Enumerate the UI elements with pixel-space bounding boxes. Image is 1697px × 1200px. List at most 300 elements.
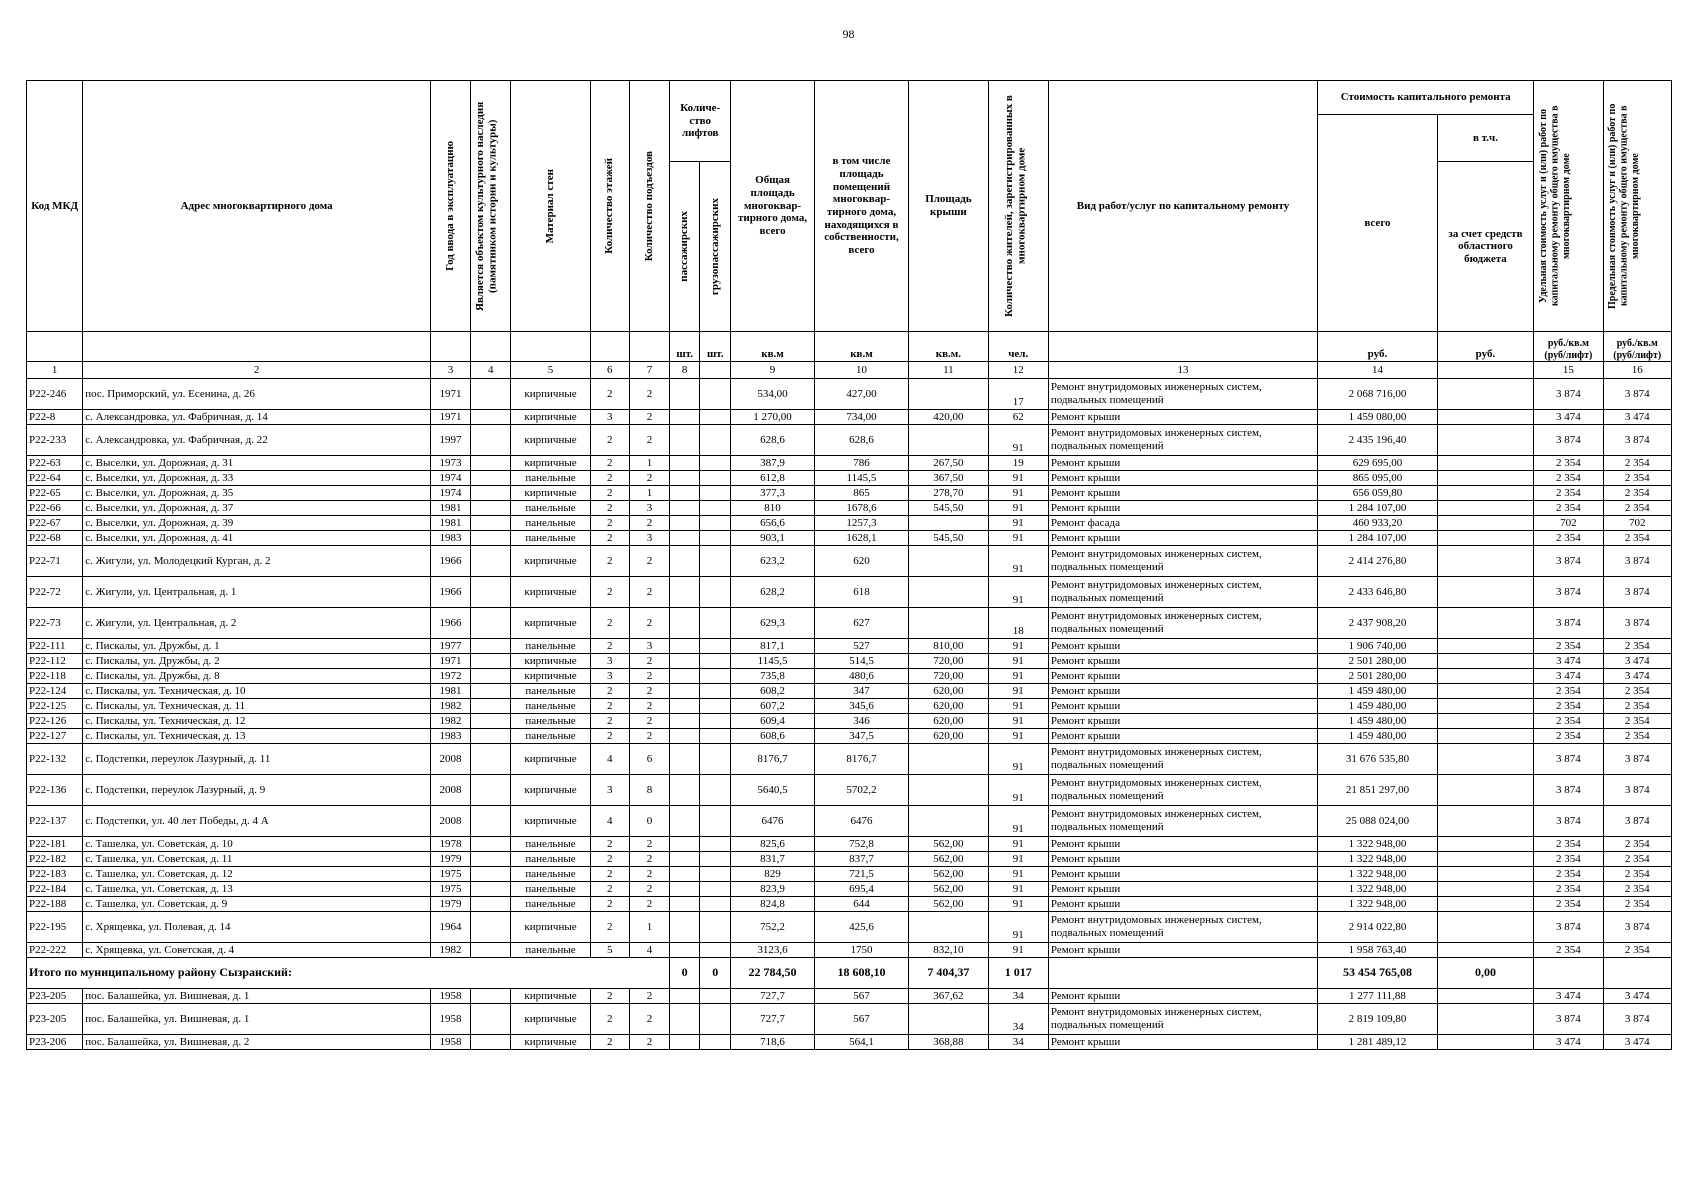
row-cost: 1 322 948,00	[1318, 882, 1438, 897]
row-roof-area: 267,50	[909, 456, 988, 471]
row-regional	[1437, 456, 1533, 471]
row-max-cost: 2 354	[1603, 456, 1671, 471]
row-lifts-pass	[670, 852, 700, 867]
row-total-area: 1 270,00	[731, 410, 814, 425]
row-max-cost: 3 474	[1603, 410, 1671, 425]
row-lifts-cargo	[700, 471, 731, 486]
row-regional	[1437, 943, 1533, 958]
row-code: Р22-182	[27, 852, 83, 867]
row-heritage	[471, 379, 511, 410]
row-heritage	[471, 882, 511, 897]
row-unit-cost: 2 354	[1534, 684, 1603, 699]
row-work-type: Ремонт внутридомовых инженерных систем, подвальных помещений	[1048, 608, 1317, 639]
row-walls: панельные	[511, 639, 590, 654]
row-lifts-cargo	[700, 867, 731, 882]
row-floors: 5	[590, 943, 629, 958]
row-cost: 1 322 948,00	[1318, 837, 1438, 852]
row-floors: 2	[590, 501, 629, 516]
row-heritage	[471, 897, 511, 912]
row-unit-cost: 2 354	[1534, 501, 1603, 516]
row-address: с. Выселки, ул. Дорожная, д. 31	[83, 456, 431, 471]
row-max-cost: 3 474	[1603, 1035, 1671, 1050]
row-entrances: 2	[629, 425, 669, 456]
row-residents: 91	[988, 729, 1048, 744]
row-roof-area: 420,00	[909, 410, 988, 425]
row-year: 1975	[430, 867, 470, 882]
row-floors: 2	[590, 684, 629, 699]
row-owned-area: 567	[814, 989, 908, 1004]
row-year: 1977	[430, 639, 470, 654]
row-code: Р22-183	[27, 867, 83, 882]
row-address: с. Жигули, ул. Центральная, д. 2	[83, 608, 431, 639]
column-numbers-row	[27, 362, 1672, 379]
row-heritage	[471, 669, 511, 684]
row-roof-area	[909, 516, 988, 531]
row-residents: 91	[988, 516, 1048, 531]
row-floors: 2	[590, 608, 629, 639]
table-row	[27, 852, 1672, 867]
row-owned-area: 6476	[814, 806, 908, 837]
row-unit-cost: 3 874	[1534, 744, 1603, 775]
row-residents: 17	[988, 379, 1048, 410]
row-lifts-cargo	[700, 837, 731, 852]
col-number: 15	[1534, 362, 1603, 379]
row-entrances: 0	[629, 806, 669, 837]
row-roof-area	[909, 577, 988, 608]
row-floors: 3	[590, 669, 629, 684]
header-residents: Количество жителей, зарегистрированных в многоквартирном доме	[988, 81, 1048, 332]
row-code: Р22-126	[27, 714, 83, 729]
row-roof-area: 278,70	[909, 486, 988, 501]
row-entrances: 2	[629, 897, 669, 912]
table-row	[27, 471, 1672, 486]
row-lifts-cargo	[700, 1004, 731, 1035]
row-total-area: 727,7	[731, 989, 814, 1004]
row-max-cost: 3 874	[1603, 775, 1671, 806]
row-work-type: Ремонт крыши	[1048, 456, 1317, 471]
total-regional: 0,00	[1437, 958, 1533, 989]
table-header	[27, 81, 1672, 379]
row-cost: 1 284 107,00	[1318, 501, 1438, 516]
row-floors: 2	[590, 714, 629, 729]
row-work-type: Ремонт крыши	[1048, 714, 1317, 729]
row-lifts-cargo	[700, 897, 731, 912]
row-lifts-cargo	[700, 425, 731, 456]
header-roof-area: Площадь крыши	[909, 81, 988, 332]
row-walls: панельные	[511, 729, 590, 744]
table-row	[27, 639, 1672, 654]
row-residents: 91	[988, 943, 1048, 958]
row-entrances: 2	[629, 410, 669, 425]
col-number: 6	[590, 362, 629, 379]
table-row	[27, 775, 1672, 806]
row-lifts-pass	[670, 425, 700, 456]
col-number: 11	[909, 362, 988, 379]
row-entrances: 2	[629, 546, 669, 577]
row-owned-area: 644	[814, 897, 908, 912]
row-floors: 3	[590, 775, 629, 806]
row-work-type: Ремонт внутридомовых инженерных систем, подвальных помещений	[1048, 1004, 1317, 1035]
row-unit-cost: 2 354	[1534, 699, 1603, 714]
row-year: 1966	[430, 608, 470, 639]
header-cost-regional: за счет средств областного бюджета	[1437, 162, 1533, 332]
row-roof-area: 562,00	[909, 897, 988, 912]
row-regional	[1437, 669, 1533, 684]
row-address: с. Пискалы, ул. Дружбы, д. 1	[83, 639, 431, 654]
row-cost: 656 059,80	[1318, 486, 1438, 501]
row-lifts-pass	[670, 410, 700, 425]
row-lifts-pass	[670, 806, 700, 837]
row-address: с. Выселки, ул. Дорожная, д. 37	[83, 501, 431, 516]
row-owned-area: 734,00	[814, 410, 908, 425]
row-work-type: Ремонт внутридомовых инженерных систем, подвальных помещений	[1048, 425, 1317, 456]
row-total-area: 628,6	[731, 425, 814, 456]
row-lifts-pass	[670, 775, 700, 806]
row-lifts-cargo	[700, 577, 731, 608]
row-floors: 2	[590, 729, 629, 744]
row-floors: 2	[590, 516, 629, 531]
row-total-area: 623,2	[731, 546, 814, 577]
row-code: Р22-63	[27, 456, 83, 471]
row-code: Р22-73	[27, 608, 83, 639]
row-year: 1982	[430, 714, 470, 729]
row-owned-area: 347,5	[814, 729, 908, 744]
row-total-area: 903,1	[731, 531, 814, 546]
row-work-type: Ремонт крыши	[1048, 471, 1317, 486]
row-year: 1981	[430, 684, 470, 699]
row-floors: 2	[590, 912, 629, 943]
row-cost: 1 906 740,00	[1318, 639, 1438, 654]
row-year: 1974	[430, 486, 470, 501]
row-regional	[1437, 989, 1533, 1004]
row-entrances: 1	[629, 456, 669, 471]
row-entrances: 3	[629, 531, 669, 546]
row-heritage	[471, 867, 511, 882]
row-walls: панельные	[511, 471, 590, 486]
row-max-cost: 2 354	[1603, 684, 1671, 699]
row-regional	[1437, 684, 1533, 699]
table-body-next	[27, 989, 1672, 1050]
row-owned-area: 865	[814, 486, 908, 501]
total-area: 22 784,50	[731, 958, 814, 989]
unit-pcs: шт.	[700, 332, 731, 362]
row-work-type: Ремонт крыши	[1048, 882, 1317, 897]
row-walls: кирпичные	[511, 577, 590, 608]
row-entrances: 2	[629, 471, 669, 486]
col-number: 14	[1318, 362, 1438, 379]
row-address: с. Александровка, ул. Фабричная, д. 14	[83, 410, 431, 425]
row-entrances: 2	[629, 699, 669, 714]
row-roof-area: 720,00	[909, 669, 988, 684]
row-address: с. Ташелка, ул. Советская, д. 9	[83, 897, 431, 912]
row-address: с. Подстепки, переулок Лазурный, д. 11	[83, 744, 431, 775]
row-lifts-pass	[670, 516, 700, 531]
row-address: с. Жигули, ул. Центральная, д. 1	[83, 577, 431, 608]
row-unit-cost: 3 474	[1534, 654, 1603, 669]
row-work-type: Ремонт внутридомовых инженерных систем, подвальных помещений	[1048, 546, 1317, 577]
row-unit-cost: 3 874	[1534, 1004, 1603, 1035]
row-lifts-pass	[670, 654, 700, 669]
row-floors: 2	[590, 456, 629, 471]
row-residents: 91	[988, 639, 1048, 654]
row-year: 1983	[430, 729, 470, 744]
row-lifts-cargo	[700, 912, 731, 943]
row-residents: 91	[988, 882, 1048, 897]
row-work-type: Ремонт крыши	[1048, 410, 1317, 425]
row-work-type: Ремонт крыши	[1048, 729, 1317, 744]
row-lifts-pass	[670, 639, 700, 654]
col-number: 9	[731, 362, 814, 379]
row-work-type: Ремонт крыши	[1048, 699, 1317, 714]
row-work-type: Ремонт внутридомовых инженерных систем, подвальных помещений	[1048, 912, 1317, 943]
total-work	[1048, 958, 1317, 989]
row-year: 1966	[430, 546, 470, 577]
table-row	[27, 425, 1672, 456]
row-heritage	[471, 912, 511, 943]
row-roof-area: 562,00	[909, 882, 988, 897]
row-regional	[1437, 654, 1533, 669]
row-unit-cost: 702	[1534, 516, 1603, 531]
row-work-type: Ремонт внутридомовых инженерных систем, подвальных помещений	[1048, 577, 1317, 608]
row-lifts-cargo	[700, 639, 731, 654]
row-year: 1981	[430, 516, 470, 531]
row-regional	[1437, 882, 1533, 897]
row-entrances: 2	[629, 1035, 669, 1050]
row-regional	[1437, 852, 1533, 867]
row-address: с. Александровка, ул. Фабричная, д. 22	[83, 425, 431, 456]
row-entrances: 2	[629, 852, 669, 867]
row-year: 2008	[430, 744, 470, 775]
row-floors: 2	[590, 577, 629, 608]
row-max-cost: 2 354	[1603, 867, 1671, 882]
row-total-area: 608,6	[731, 729, 814, 744]
row-owned-area: 1145,5	[814, 471, 908, 486]
row-owned-area: 786	[814, 456, 908, 471]
row-unit-cost: 2 354	[1534, 852, 1603, 867]
row-total-area: 612,8	[731, 471, 814, 486]
row-entrances: 6	[629, 744, 669, 775]
row-regional	[1437, 531, 1533, 546]
row-year: 1958	[430, 1004, 470, 1035]
row-lifts-pass	[670, 501, 700, 516]
row-max-cost: 2 354	[1603, 471, 1671, 486]
row-unit-cost: 2 354	[1534, 471, 1603, 486]
table-row	[27, 531, 1672, 546]
row-entrances: 8	[629, 775, 669, 806]
row-year: 1975	[430, 882, 470, 897]
row-max-cost: 3 874	[1603, 1004, 1671, 1035]
row-lifts-pass	[670, 546, 700, 577]
row-entrances: 3	[629, 501, 669, 516]
row-residents: 91	[988, 852, 1048, 867]
row-heritage	[471, 577, 511, 608]
row-total-area: 5640,5	[731, 775, 814, 806]
table-row	[27, 516, 1672, 531]
row-max-cost: 3 474	[1603, 669, 1671, 684]
row-lifts-cargo	[700, 1035, 731, 1050]
header-lifts-pass: пассажирских	[670, 162, 700, 332]
row-lifts-pass	[670, 867, 700, 882]
row-code: Р22-233	[27, 425, 83, 456]
table-body	[27, 379, 1672, 958]
col-number: 16	[1603, 362, 1671, 379]
row-cost: 1 958 763,40	[1318, 943, 1438, 958]
total-unit	[1534, 958, 1603, 989]
row-unit-cost: 3 474	[1534, 410, 1603, 425]
row-total-area: 1145,5	[731, 654, 814, 669]
row-residents: 91	[988, 714, 1048, 729]
row-residents: 34	[988, 1035, 1048, 1050]
row-heritage	[471, 456, 511, 471]
row-regional	[1437, 775, 1533, 806]
row-heritage	[471, 837, 511, 852]
row-heritage	[471, 806, 511, 837]
row-owned-area: 1628,1	[814, 531, 908, 546]
row-max-cost: 2 354	[1603, 897, 1671, 912]
row-regional	[1437, 501, 1533, 516]
row-heritage	[471, 729, 511, 744]
row-work-type: Ремонт внутридомовых инженерных систем, подвальных помещений	[1048, 775, 1317, 806]
row-year: 1971	[430, 410, 470, 425]
row-max-cost: 3 874	[1603, 546, 1671, 577]
row-unit-cost: 2 354	[1534, 531, 1603, 546]
unit-people: чел.	[988, 332, 1048, 362]
row-lifts-pass	[670, 669, 700, 684]
row-walls: панельные	[511, 867, 590, 882]
row-work-type: Ремонт крыши	[1048, 897, 1317, 912]
row-address: пос. Балашейка, ул. Вишневая, д. 1	[83, 1004, 431, 1035]
row-floors: 2	[590, 379, 629, 410]
header-unit-cost: Удельная стоимость услуг и (или) работ по капитальному ремонту общего имущества в многоквартирном доме	[1534, 81, 1603, 332]
row-lifts-cargo	[700, 654, 731, 669]
row-year: 1979	[430, 852, 470, 867]
row-lifts-pass	[670, 531, 700, 546]
row-code: Р22-111	[27, 639, 83, 654]
row-work-type: Ремонт крыши	[1048, 943, 1317, 958]
row-floors: 2	[590, 531, 629, 546]
row-unit-cost: 2 354	[1534, 456, 1603, 471]
header-entrances: Количество подъездов	[629, 81, 669, 332]
row-year: 1964	[430, 912, 470, 943]
row-total-area: 823,9	[731, 882, 814, 897]
row-residents: 91	[988, 744, 1048, 775]
row-unit-cost: 2 354	[1534, 897, 1603, 912]
row-lifts-pass	[670, 989, 700, 1004]
row-unit-cost: 2 354	[1534, 837, 1603, 852]
row-residents: 19	[988, 456, 1048, 471]
row-floors: 2	[590, 471, 629, 486]
row-roof-area	[909, 1004, 988, 1035]
row-floors: 2	[590, 1035, 629, 1050]
row-address: с. Выселки, ул. Дорожная, д. 33	[83, 471, 431, 486]
row-address: пос. Приморский, ул. Есенина, д. 26	[83, 379, 431, 410]
row-floors: 2	[590, 546, 629, 577]
row-code: Р22-64	[27, 471, 83, 486]
row-max-cost: 3 474	[1603, 654, 1671, 669]
row-unit-cost: 2 354	[1534, 867, 1603, 882]
table-row	[27, 989, 1672, 1004]
row-unit-cost: 3 874	[1534, 806, 1603, 837]
header-year: Год ввода в эксплуатацию	[430, 81, 470, 332]
header-code: Код МКД	[27, 81, 83, 332]
row-heritage	[471, 744, 511, 775]
row-cost: 2 501 280,00	[1318, 654, 1438, 669]
row-cost: 2 433 646,80	[1318, 577, 1438, 608]
row-unit-cost: 3 874	[1534, 775, 1603, 806]
row-entrances: 2	[629, 989, 669, 1004]
row-walls: панельные	[511, 684, 590, 699]
row-lifts-pass	[670, 837, 700, 852]
row-roof-area: 367,62	[909, 989, 988, 1004]
row-roof-area: 367,50	[909, 471, 988, 486]
row-total-area: 609,4	[731, 714, 814, 729]
row-lifts-cargo	[700, 714, 731, 729]
col-number: 2	[83, 362, 431, 379]
col-number: 1	[27, 362, 83, 379]
row-year: 1997	[430, 425, 470, 456]
table-row	[27, 744, 1672, 775]
col-number: 5	[511, 362, 590, 379]
row-lifts-cargo	[700, 684, 731, 699]
row-entrances: 2	[629, 867, 669, 882]
row-cost: 1 322 948,00	[1318, 897, 1438, 912]
row-work-type: Ремонт внутридомовых инженерных систем, подвальных помещений	[1048, 379, 1317, 410]
row-residents: 91	[988, 775, 1048, 806]
row-walls: кирпичные	[511, 669, 590, 684]
row-cost: 1 322 948,00	[1318, 852, 1438, 867]
row-owned-area: 527	[814, 639, 908, 654]
row-entrances: 2	[629, 516, 669, 531]
row-residents: 91	[988, 669, 1048, 684]
row-residents: 91	[988, 501, 1048, 516]
row-address: с. Хрящевка, ул. Полевая, д. 14	[83, 912, 431, 943]
row-work-type: Ремонт крыши	[1048, 669, 1317, 684]
table-row	[27, 943, 1672, 958]
row-entrances: 2	[629, 1004, 669, 1035]
row-total-area: 629,3	[731, 608, 814, 639]
row-code: Р22-8	[27, 410, 83, 425]
row-unit-cost: 2 354	[1534, 882, 1603, 897]
row-unit-cost: 3 874	[1534, 608, 1603, 639]
row-lifts-pass	[670, 912, 700, 943]
row-total-area: 656,6	[731, 516, 814, 531]
row-max-cost: 2 354	[1603, 639, 1671, 654]
row-heritage	[471, 775, 511, 806]
row-roof-area	[909, 912, 988, 943]
row-address: с. Ташелка, ул. Советская, д. 12	[83, 867, 431, 882]
row-lifts-cargo	[700, 516, 731, 531]
row-cost: 1 459 480,00	[1318, 714, 1438, 729]
row-regional	[1437, 608, 1533, 639]
row-lifts-pass	[670, 608, 700, 639]
row-total-area: 718,6	[731, 1035, 814, 1050]
row-address: с. Выселки, ул. Дорожная, д. 35	[83, 486, 431, 501]
row-owned-area: 695,4	[814, 882, 908, 897]
row-residents: 91	[988, 531, 1048, 546]
row-year: 1982	[430, 699, 470, 714]
row-residents: 91	[988, 867, 1048, 882]
row-max-cost: 3 874	[1603, 608, 1671, 639]
row-work-type: Ремонт крыши	[1048, 1035, 1317, 1050]
row-heritage	[471, 531, 511, 546]
row-residents: 91	[988, 806, 1048, 837]
row-lifts-pass	[670, 379, 700, 410]
row-address: пос. Балашейка, ул. Вишневая, д. 2	[83, 1035, 431, 1050]
row-walls: кирпичные	[511, 456, 590, 471]
row-lifts-pass	[670, 943, 700, 958]
row-residents: 91	[988, 897, 1048, 912]
header-cost-total: всего	[1318, 115, 1438, 332]
